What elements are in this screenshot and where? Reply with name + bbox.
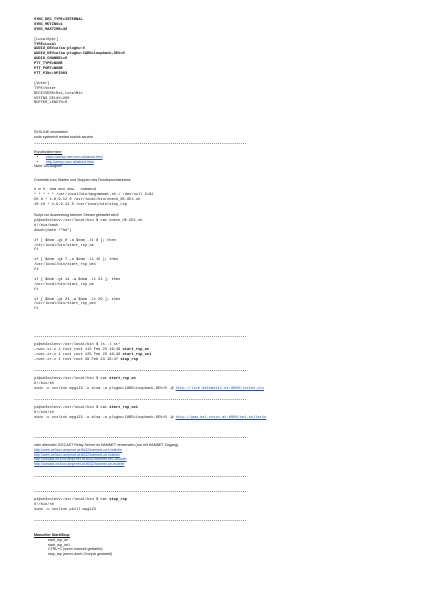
stop-rsp-block xyxy=(34,498,394,513)
start-oe-line-text: pi@oe3xolevv:/usr/local/bin $ cat xyxy=(34,377,110,381)
script-line: if [ $dom -gt 7 -a $dom -lt 15 ]; then xyxy=(34,258,119,263)
stop-line xyxy=(34,508,394,513)
start-oe1-line-text: #!/bin/sh xyxy=(34,410,54,415)
manual-item: start_rsp_oe xyxy=(48,537,68,542)
script-block xyxy=(34,219,394,312)
start-oe1-line-text: sudo -u svxlink mpg123 -o alsa -a plughw:CARD=Loopback,DEV=0 -@ xyxy=(34,415,176,420)
script-line: dowd=(date +"%d") xyxy=(34,228,72,233)
script-line: if [ $dom -gt 14 -a $dom -lt 22 ]; then xyxy=(34,277,121,282)
ls-line-text: -rwxr-xr-x 1 root root 115 Feb 23 16:49 xyxy=(34,347,123,352)
script-line: pi@oe3xolevv:/usr/local/bin $ cat check_OE-OE1.sh xyxy=(34,219,143,223)
manual-item: stop_rsp (wenn durch Cronjob gestartet) xyxy=(48,552,113,557)
cron-line: # m h dom mon dow command xyxy=(34,188,96,192)
cron-intro: Cronetab zum Starten und Stoppen des Rundspruchstreams xyxy=(34,178,131,182)
config-line: RECEIVERS=Rx1,LocalMic xyxy=(34,91,83,96)
script-line: /usr/local/bin/start_rsp_oe1 xyxy=(34,263,96,268)
script-line: if [ $dom -gt 0 -a $dom -lt 8 ]; then xyxy=(34,238,116,243)
start-oe-line xyxy=(34,387,394,392)
config-line: SYNC_MAXTIME=40 xyxy=(34,27,68,32)
rundfunk-note: Nicht Juli-August! xyxy=(34,164,62,169)
restart-line-2: sudo systemctl restart svxlink.service xyxy=(34,134,94,139)
config-line: SYNC_MUTING=1 xyxy=(34,22,63,27)
separator: ******************************************************************************************************* xyxy=(34,520,247,524)
ls-line-bold: start_rsp_oe xyxy=(122,347,150,352)
manual-item: start_rsp_oe1 xyxy=(48,542,70,547)
rundfunk-link-1[interactable]: https://amsp.oeb.xxxx.at/about.html xyxy=(46,154,103,159)
cron-block xyxy=(34,188,394,208)
ls-line-bold: stop_rsp xyxy=(120,357,139,362)
config-line: SYNC_DEC_TYPE=INTERNAL xyxy=(34,18,83,22)
rundfunk-title: Rundfunktermine: xyxy=(34,150,63,154)
script-line: if [ $dom -gt 21 -a $dom -lt 29 ]; then xyxy=(34,297,121,302)
start-oe1-line xyxy=(34,416,394,421)
config-line: VOTING_DELAY=200 xyxy=(34,96,70,101)
icecast-link-3[interactable]: http://icecast.oe3xxx.amprnet.at:8042/hamnet-oe1-bulletin xyxy=(34,457,127,462)
icecast-link-1[interactable]: http://web.oe3xxx.amprnet.at:8042/hamnet-oe1-bulletin xyxy=(34,447,122,452)
manual-item: CTRL+C (wenn manuell gestartet) xyxy=(48,547,103,552)
icecast-link-2[interactable]: http://web.oe3xxx.amprnet.at:8042/hamnet-oe-bulletin xyxy=(34,452,120,457)
svxlink-restart-note xyxy=(34,130,394,140)
config-line: AUDIO_DEV=alsa:plughw:0 xyxy=(34,47,85,52)
start-oe1-line-bold: start_rsp_oe1 xyxy=(109,406,139,410)
script-line: fi xyxy=(34,307,39,312)
stop-line-text: pi@oe3xolevv:/usr/local/bin $ cat xyxy=(34,498,110,502)
cron-line: * * * * * /usr/local/bin/mpgimmcmt.sh > /dev/null 2>&1 xyxy=(34,192,154,197)
stop-line-text: sudo -u svxlink pkill mpg123 xyxy=(34,507,96,512)
ls-line-bold: start_rsp_oe1 xyxy=(122,352,152,357)
stream-url-link[interactable]: http://www.oe1-xxxxx.at:8000/oe1-bulletin xyxy=(175,415,267,420)
config-line: PTT_PIN=!GPIO03 xyxy=(34,71,68,76)
start-rsp-oe-block xyxy=(34,377,394,392)
start-rsp-oe1-block xyxy=(34,406,394,421)
start-oe1-line-text: pi@oe3xolevv:/usr/local/bin $ cat xyxy=(34,406,110,410)
script-line: /usr/local/bin/start_rsp_oe xyxy=(34,243,94,248)
separator: ******************************************************************************************************* xyxy=(34,437,247,441)
config-line: PTT_PORT=NONE xyxy=(34,67,63,72)
script-line: fi xyxy=(34,248,39,253)
stop-line-bold: stop_rsp xyxy=(109,498,127,502)
config-line: AUDIO_DEV=alsa:plughw:CARD=Loopback,DEV=0 xyxy=(34,52,125,57)
stream-url-link[interactable]: http://live.datemotis.at:8000/listen.pls xyxy=(175,386,265,391)
config-line: [Voter] xyxy=(34,81,50,86)
config-line: TYPE=Local xyxy=(34,42,57,47)
start-oe-line-text: #!/bin/sh xyxy=(34,381,54,386)
ls-line-text: -rwxr-xr-x 1 root root 38 Feb 23 16:47 xyxy=(34,357,121,362)
script-intro: Script zur Auswertung welcher Stream gestartet wird! xyxy=(34,213,119,217)
ls-line xyxy=(34,358,394,363)
icecast-link-4[interactable]: http://icecast.oe3xxx.amprnet.at:8042/hamnet-oe-bulletin xyxy=(34,462,125,467)
icecast-intro: oder alternativ ICECAST Relay Server im HAMNET verwenden (nur mit HAMNET Zugang) xyxy=(34,443,179,447)
rundfunk-links xyxy=(34,155,394,165)
ls-block xyxy=(34,343,394,363)
manual-title: Manueller Start/Stop: xyxy=(34,533,71,537)
separator: ******************************************************************************************************* xyxy=(34,476,247,480)
script-line: fi xyxy=(34,287,39,292)
config-line: BUFFER_LENGTH=0 xyxy=(34,101,68,106)
ls-line-text: -rwxr-xr-x 1 root root 125 Feb 23 16:49 xyxy=(34,352,123,357)
script-line: /usr/local/bin/start_rsp_oe1 xyxy=(34,302,96,307)
stop-line-text: #!/bin/sh xyxy=(34,502,54,507)
separator: ******************************************************************************************************* xyxy=(34,491,247,495)
icecast-section xyxy=(34,443,394,467)
start-oe-line-text: sudo -u svxlink mpg123 -o alsa -a plughw:CARD=Loopback,DEV=0 -@ xyxy=(34,386,176,391)
script-line: fi xyxy=(34,268,39,273)
script-line: #!/bin/bash xyxy=(34,223,59,228)
separator: ******************************************************************************************************* xyxy=(34,336,247,340)
start-oe-line-bold: start_rsp_oe xyxy=(109,377,136,381)
config-line: TYPE=Voter xyxy=(34,86,57,91)
config-line: [LocalSpkr] xyxy=(34,37,59,42)
separator: ******************************************************************************************************* xyxy=(34,143,247,147)
separator: ******************************************************************************************************* xyxy=(34,370,247,374)
script-line: /usr/local/bin/start_rsp_oe xyxy=(34,282,94,287)
rundfunk-section xyxy=(34,150,394,169)
config-line: AUDIO_CHANNEL=0 xyxy=(34,57,68,62)
cron-line: 10 10 * 1-6,9-12 0 /usr/local/bin/stop_rsp xyxy=(34,202,127,207)
cron-line: 55 8 * 1-6,9-12 0 /usr/local/bin/check_OE-OE1.sh xyxy=(34,197,141,202)
rundfunk-link-2[interactable]: http://amsp.xxxx.at/about.html xyxy=(46,159,94,164)
config-line: PTT_TYPE=NONE xyxy=(34,62,63,67)
restart-line-1: SVXLINK neustarten! xyxy=(34,130,69,134)
ls-line-text: pi@oe3xolevv:/usr/local/bin $ ls -l st* xyxy=(34,343,121,347)
manual-section xyxy=(34,533,394,557)
separator: ******************************************************************************************************* xyxy=(34,399,247,403)
config-block xyxy=(34,18,394,106)
